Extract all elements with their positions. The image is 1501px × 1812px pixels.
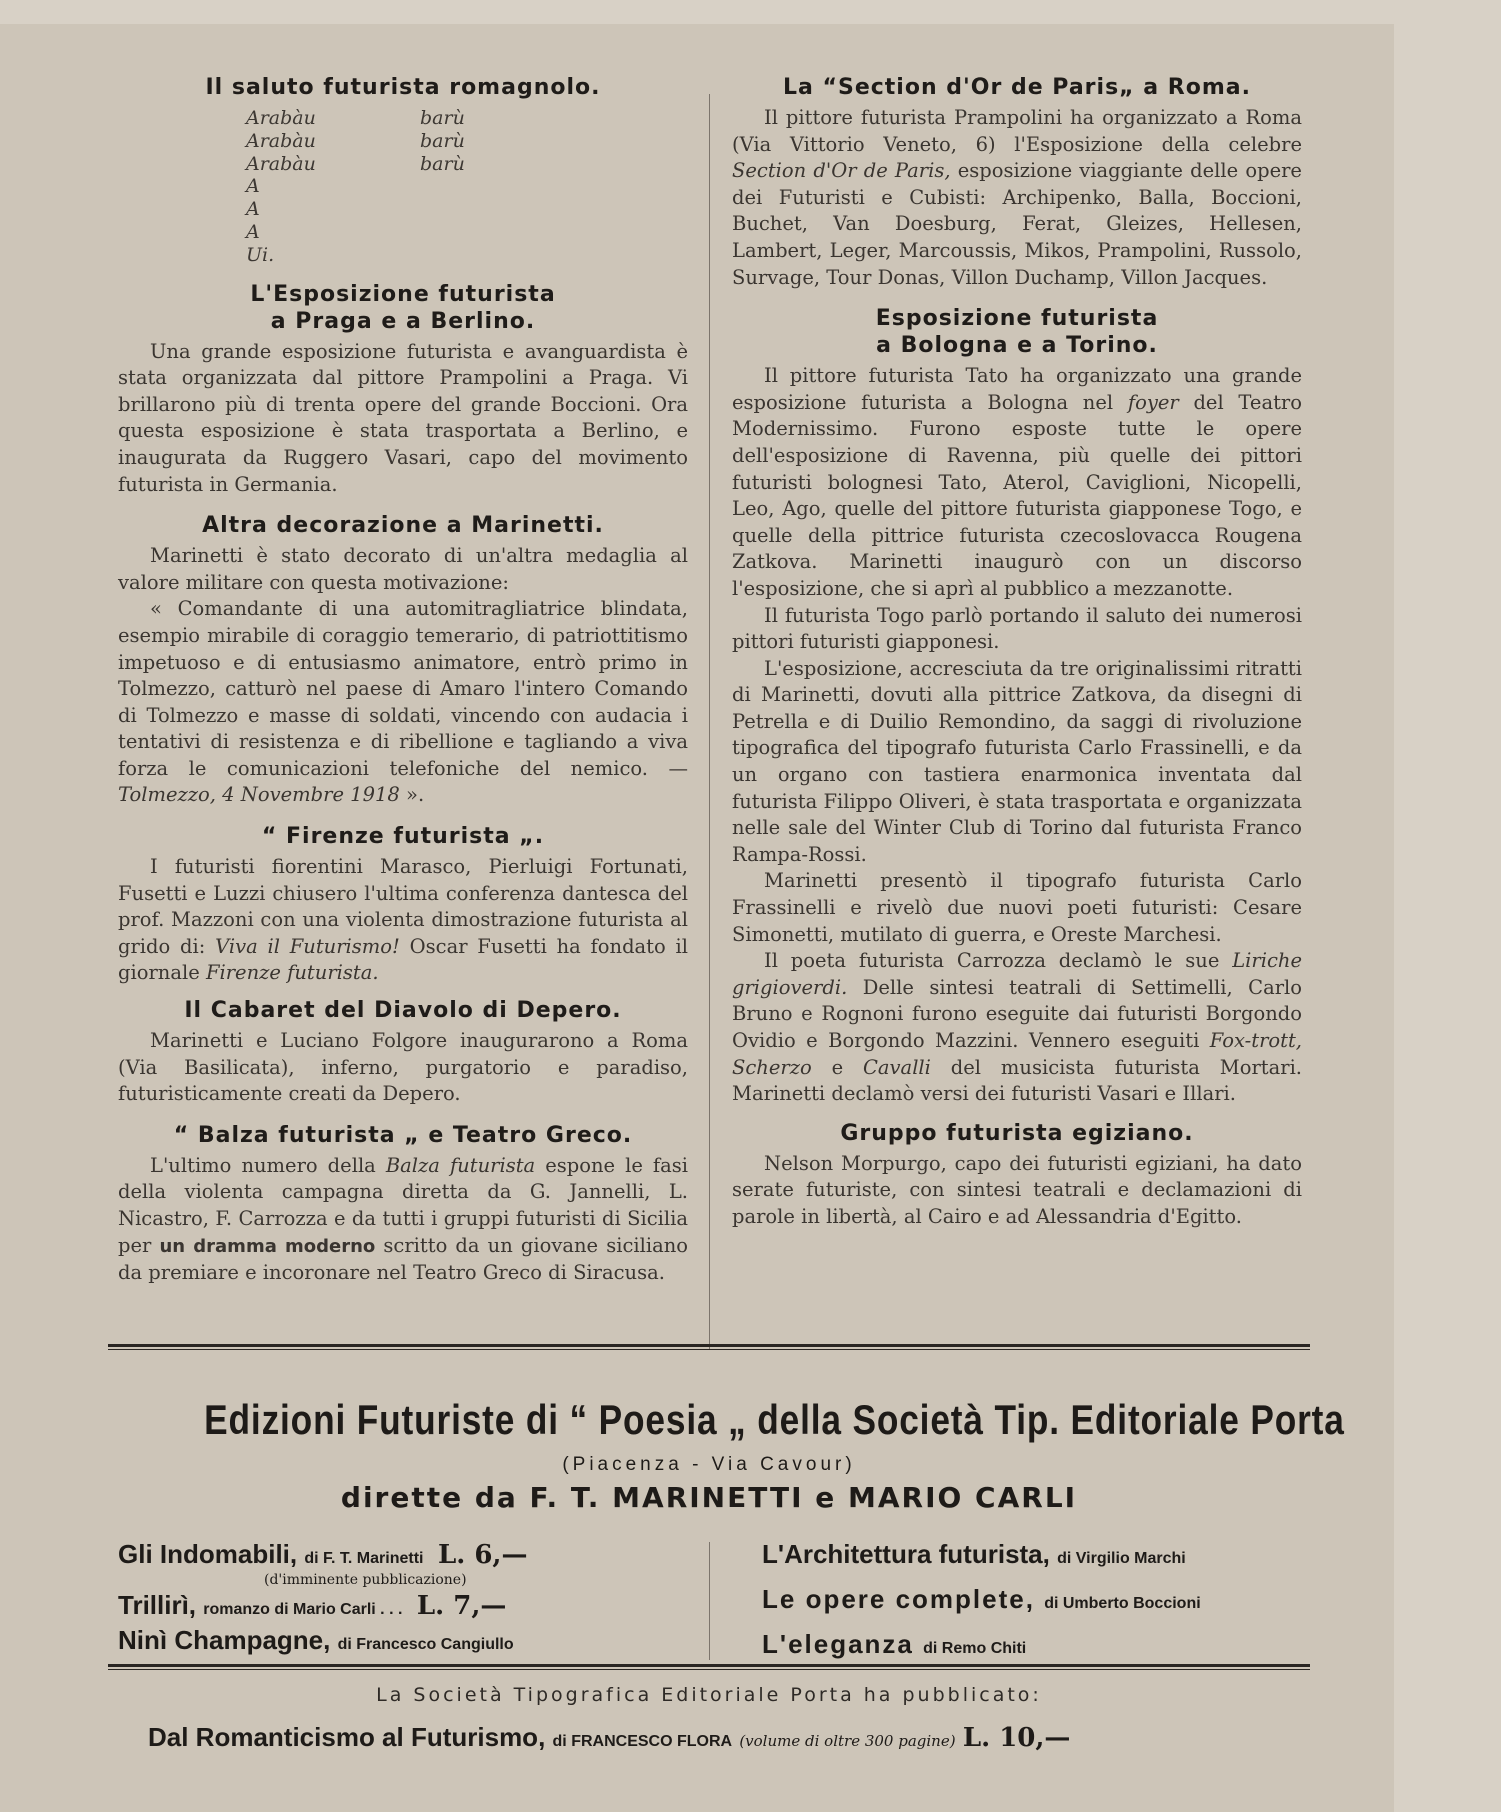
text: ». — [399, 783, 425, 807]
poem-word: A — [246, 220, 260, 243]
text: Il poeta futurista Carrozza declamò le sue — [764, 949, 1233, 973]
paragraph: Marinetti e Luciano Folgore inaugurarono a Roma (Via Basilicata), inferno, purgatorio e paradiso, futuristicamente creati da Depero. — [118, 1029, 688, 1106]
text: Oscar Fusetti ha fondato il giornale — [118, 934, 689, 985]
book-title: Le opere complete, — [762, 1584, 1035, 1614]
book-entry — [762, 1534, 1302, 1579]
poem-word: A — [246, 175, 260, 198]
text-bold: un dramma moderno — [159, 1235, 376, 1257]
left-column — [118, 64, 688, 1287]
heading-line: a Praga e a Berlino. — [270, 308, 536, 334]
text: I futuristi fiorentini Marasco, Pierluigi Fortunati, Fusetti e Luzzi chiusero l'ultima conferenza dantesca del prof. Mazzoni con una violenta dimostrazione futurista al grido di: — [118, 855, 688, 958]
book-author: di FRANCESCO FLORA — [552, 1733, 733, 1750]
ad-subtitle: (Piacenza - Via Cavour) — [562, 1454, 856, 1475]
book-author: di Umberto Boccioni — [1044, 1595, 1201, 1612]
poem-word: barù — [420, 107, 465, 129]
text-italic: Section d'Or de Paris, — [732, 159, 951, 183]
text-italic: Tolmezzo, 4 Novembre 1918 — [118, 783, 400, 807]
ad-directors: dirette da F. T. MARINETTI e MARIO CARLI — [340, 1481, 1078, 1514]
book-title: L'Architettura futurista, — [762, 1539, 1050, 1569]
book-title: Ninì Champagne, — [118, 1625, 331, 1655]
text: Delle sintesi teatrali di Settimelli, Carlo Bruno e Rognoni furono eseguite dai futuristi Borgondo Ovidio e Borgondo Mazzini. Vennero eseguiti — [732, 975, 1302, 1052]
page — [0, 24, 1394, 1812]
paragraph: Una grande esposizione futurista e avanguardista è stata organizzata dal pittore Prampolini a Praga. Vi brillarono più di trenta opere del grande Boccioni. Ora questa esposizione è stata trasportata a Berlino, e inaugurata da Ruggero Vasari, capo del movimento futurista in Germania. — [118, 339, 688, 496]
text: Il pittore futurista Tato ha organizzato una grande esposizione futurista a Bologna nel — [732, 364, 1302, 414]
book-price: L. 6,— — [437, 1540, 528, 1570]
poem-word: A — [246, 198, 260, 221]
paragraph: L'esposizione, accresciuta da tre originalissimi ritratti di Marinetti, dovuti alla pittrice Zatkova, da disegni di Petrella e di Duilio Remondino, da saggi di rivoluzione tipografica del tipografo futurista Carlo Frassinelli, e da un organo con tastiera enarmonica inventata dal futurista Filippo Oliveri, è stata trasportata e organizzata nelle sale del Winter Club di Torino dal futurista Franco Rampa-Rossi. — [732, 656, 1302, 866]
paragraph: Il futurista Togo parlò portando il saluto dei numerosi pittori futuristi giapponesi. — [732, 603, 1302, 654]
paragraph — [732, 105, 1302, 291]
book-title: Dal Romanticismo al Futurismo, — [148, 1722, 546, 1752]
book-note: (volume di oltre 300 pagine) — [739, 1732, 956, 1750]
text: del Teatro Modernissimo. Furono esposte tutte le opere dell'esposizione di Ravenna, più quelle dei pittori futuristi bolognesi Tato, Aterol, Caviglioni, Nicopelli, Leo, Ago, quelle del pittore futurista giapponese Togo, e quelle della pittrice futurista czecoslovacca Rougena Zatkova. Marinetti inaugurò con un discorso l'esposizione, che si aprì al pubblico a mezzanotte. — [732, 390, 1302, 600]
paragraph — [118, 596, 688, 809]
text: scritto da un giovane siciliano da premiare e incoronare nel Teatro Greco di Siracusa. — [118, 1233, 688, 1285]
text: espone le fasi della violenta campagna diretta da G. Jannelli, L. Nicastro, F. Carrozza e da tutti i gruppi futuristi di Sicilia per — [118, 1153, 688, 1257]
book-note: (d'imminente pubblicazione) — [264, 1572, 467, 1588]
double-rule-top — [108, 1344, 1310, 1350]
text-italic: Balza futurista — [385, 1153, 536, 1177]
text-italic: Liriche grigioverdi. — [732, 949, 1302, 999]
heading-cabaret: Il Cabaret del Diavolo di Depero. — [184, 998, 622, 1024]
text: del musicista futurista Mortari. Marinetti declamò versi dei futuristi Vasari e Illari. — [732, 1055, 1303, 1106]
text-italic: Cavalli — [863, 1055, 931, 1079]
poem — [246, 107, 688, 267]
ad-title: Edizioni Futuriste di “ Poesia „ della Società Tip. Editoriale Porta — [204, 1396, 1345, 1443]
book-list-right — [762, 1534, 1302, 1669]
heading-line: a Bologna e a Torino. — [876, 333, 1158, 359]
heading-section-dor: La “Section d'Or de Paris„ a Roma. — [783, 75, 1251, 100]
heading-saluto: Il saluto futurista romagnolo. — [205, 75, 601, 100]
poem-word: Arabàu — [246, 107, 316, 129]
text: L'ultimo numero della — [150, 1153, 386, 1177]
heading-balza: “ Balza futurista „ e Teatro Greco. — [173, 1122, 633, 1148]
book-author: romanzo di Mario Carli . . . — [203, 1601, 403, 1618]
poem-line — [246, 244, 688, 267]
text-italic: Viva il Futurismo! — [215, 934, 400, 958]
book-author: di F. T. Marinetti — [304, 1550, 424, 1567]
book-title: Gli Indomabili, — [118, 1539, 298, 1569]
book-entry — [118, 1620, 678, 1665]
poem-line — [246, 107, 688, 130]
text: Il pittore futurista Prampolini ha organizzato a Roma (Via Vittorio Veneto, 6) l'Esposizione della celebre — [732, 106, 1302, 156]
text-italic: Fox-trott, Scherzo — [732, 1029, 1302, 1079]
book-author: di Remo Chiti — [923, 1640, 1027, 1657]
column-divider — [709, 94, 710, 1349]
book-entry — [762, 1579, 1302, 1624]
poem-line — [246, 221, 688, 244]
heading-decorazione: Altra decorazione a Marinetti. — [202, 513, 604, 539]
heading-line: L'Esposizione futurista — [250, 281, 556, 307]
final-book — [148, 1722, 1308, 1753]
book-title: Trillirì, — [118, 1590, 197, 1620]
poem-word: barù — [420, 152, 465, 175]
text: e — [811, 1055, 863, 1079]
book-author: di Virgilio Marchi — [1057, 1550, 1186, 1567]
poem-word: barù — [420, 129, 465, 152]
book-price: L. 7,— — [416, 1591, 507, 1621]
book-list-left — [118, 1534, 678, 1665]
book-entry — [762, 1624, 1302, 1669]
paragraph — [732, 363, 1302, 602]
poem-line — [246, 198, 688, 221]
books-divider — [709, 1542, 710, 1660]
poem-line — [246, 175, 688, 198]
poem-word: Arabàu — [246, 129, 316, 152]
paragraph: Marinetti presentò il tipografo futurista Carlo Frassinelli e rivelò due nuovi poeti futuristi: Cesare Simonetti, mutilato di guerra, e Oreste Marchesi. — [732, 869, 1302, 946]
text: esposizione viaggiante delle opere dei Futuristi e Cubisti: Archipenko, Balla, Boccioni, Buchet, Van Doesburg, Ferat, Gleizes, Hellesen, Lambert, Leger, Marcoussis, Mikos, Prampolini, Russolo, Survage, Tour Donas, Villon Duchamp, Villon Jacques. — [732, 159, 1302, 289]
paragraph: Marinetti è stato decorato di un'altra medaglia al valore militare con questa motivazione: — [118, 544, 688, 594]
paragraph — [732, 948, 1302, 1108]
book-title: L'eleganza — [762, 1629, 914, 1659]
poem-word: Ui. — [246, 243, 275, 266]
poem-line — [246, 130, 688, 153]
heading-firenze: “ Firenze futurista „. — [261, 824, 545, 850]
heading-egiziano: Gruppo futurista egiziano. — [840, 1120, 1194, 1146]
right-column — [732, 64, 1302, 1231]
poem-line — [246, 153, 688, 176]
paragraph: Nelson Morpurgo, capo dei futuristi egiziani, ha dato serate futuriste, con sintesi teatrali e declamazioni di parole in libertà, al Cairo e ad Alessandria d'Egitto. — [732, 1151, 1302, 1228]
poem-word: Arabàu — [246, 152, 316, 175]
text-italic: Firenze futurista. — [205, 961, 379, 985]
heading-bologna — [732, 305, 1302, 359]
book-price: L. 10,— — [962, 1723, 1071, 1753]
heading-praga — [118, 281, 688, 335]
heading-line: Esposizione futurista — [875, 306, 1159, 332]
book-author: di Francesco Cangiullo — [337, 1636, 514, 1653]
text-italic: foyer — [1127, 390, 1179, 414]
paragraph — [118, 854, 688, 987]
text: « Comandante di una automitragliatrice blindata, esempio mirabile di coraggio temerario, di patriottitismo impetuoso e di entusiasmo animatore, entrò primo in Tolmezzo, catturò nel paese di Amaro l'intero Comando di Tolmezzo e masse di soldati, vincendo con audacia i tentativi di resistenza e di ribellione e tagliando a viva forza le comunicazioni telefoniche del nemico. — — [118, 597, 688, 780]
double-rule-bottom — [108, 1664, 1310, 1670]
paragraph — [118, 1153, 688, 1287]
published-label: La Società Tipografica Editoriale Porta ha pubblicato: — [376, 1684, 1042, 1706]
